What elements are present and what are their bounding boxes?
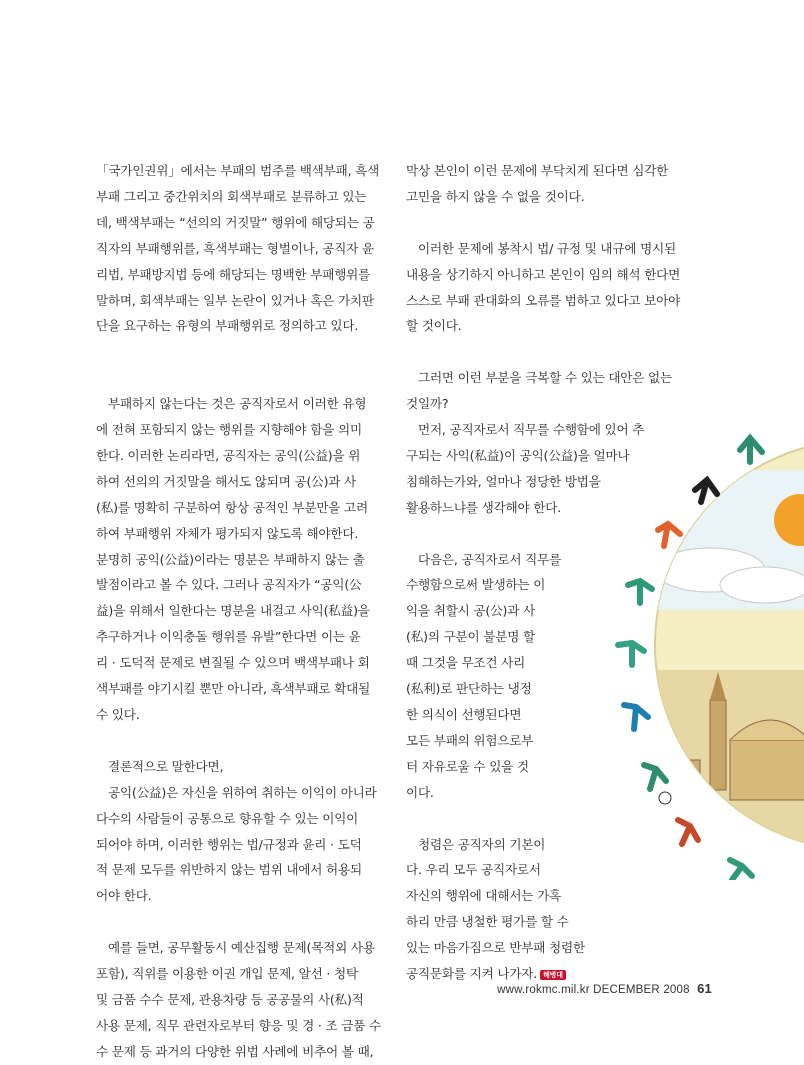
text-line: 결론적으로 말한다면, xyxy=(108,758,224,774)
text-line: 이다. xyxy=(406,784,434,800)
person-figure xyxy=(678,820,698,844)
text-line: 침해하는가와, 얼마나 정당한 방법을 xyxy=(406,473,601,489)
text-line: 되어야 하며, 이러한 행위는 법/규정과 윤리 · 도덕 xyxy=(96,836,362,852)
left-para-3 xyxy=(96,754,386,909)
person-figure xyxy=(658,524,680,546)
text-line: 에 전혀 포함되지 않는 행위를 지향해야 함을 의미 xyxy=(96,422,362,438)
text-line: 스스로 부패 관대화의 오류를 범하고 있다고 보아야 xyxy=(406,292,681,308)
text-line: 발점이라고 볼 수 있다. 그러나 공직자가 “공익(公 xyxy=(96,577,362,593)
left-para-1 xyxy=(96,158,386,339)
text-line: (私)의 구분이 불분명 할 xyxy=(406,629,535,645)
text-line: 하여 선의의 거짓말을 해서도 않되며 공(公)과 사 xyxy=(96,473,357,489)
left-column xyxy=(96,158,386,1065)
text-line: 하여 부패행위 자체가 평가되지 않도록 해야한다. xyxy=(96,525,359,541)
left-para-4 xyxy=(96,935,386,1065)
text-line: 색부패를 야기시킬 뿐만 아니라, 흑색부패로 확대될 xyxy=(96,681,371,697)
text-line: 한 의식이 선행된다면 xyxy=(406,706,522,722)
text-line: 공익(公益)은 자신을 위하여 취하는 이익이 아니라 xyxy=(108,784,377,800)
globe-illustration xyxy=(600,410,804,880)
text-line: 적 문제 모두를 위반하지 않는 범위 내에서 허용되 xyxy=(96,862,362,878)
text-line: 「국가인권위」에서는 부패의 범주를 백색부패, 흑색 xyxy=(96,163,380,178)
text-line: 것일까? xyxy=(406,396,449,412)
text-line: 다수의 사람들이 공통으로 향유할 수 있는 이익이 xyxy=(96,810,359,826)
text-line: 그러면 이런 부분을 극복할 수 있는 대안은 없는 xyxy=(418,370,672,386)
text-line: 있는 마음가짐으로 반부패 청렴한 xyxy=(406,940,585,956)
text-line: 益)을 위해서 일한다는 명분을 내걸고 사익(私益)을 xyxy=(96,603,370,619)
text-line: 자신의 행위에 대해서는 가혹 xyxy=(406,888,561,904)
person-figure xyxy=(644,765,666,789)
building-shape xyxy=(730,740,804,800)
ball-icon xyxy=(659,792,671,804)
text-line: 예를 들면, 공무활동시 예산집행 문제(목적외 사용 xyxy=(108,940,375,956)
text-line: 리법, 부패방지법 등에 해당되는 명백한 부패행위를 xyxy=(96,266,371,282)
text-line: 다음은, 공직자로서 직무를 xyxy=(418,551,562,567)
text-line: 어야 한다. xyxy=(96,888,152,904)
text-line: 막상 본인이 이런 문제에 부닥치게 된다면 심각한 xyxy=(406,163,669,178)
text-line: 할 것이다. xyxy=(406,318,462,334)
text-line: 구되는 사익(私益)이 공익(公益)을 얼마나 xyxy=(406,447,630,463)
text-line: 청렴은 공직자의 기본이 xyxy=(418,836,546,852)
left-para-2 xyxy=(96,391,386,728)
text-line: 리 · 도덕적 문제로 변질될 수 있으며 백색부패나 회 xyxy=(96,655,370,671)
text-line: 한다. 이러한 논리라면, 공직자는 공익(公益)을 위 xyxy=(96,447,361,463)
text-line: 분명히 공익(公益)이라는 명분은 부패하지 않는 출 xyxy=(96,551,365,567)
closing-line: 공직문화를 지켜 나가자. xyxy=(406,966,538,982)
right-para-1 xyxy=(406,158,696,210)
text-line: 포함), 직위를 이용한 이권 개입 문제, 알선 · 청탁 xyxy=(96,966,358,982)
text-line: 활용하느냐를 생각해야 한다. xyxy=(406,499,561,515)
text-line: 추구하거나 이익충돌 행위를 유발”한다면 이는 윤 xyxy=(96,629,361,645)
right-para-2 xyxy=(406,236,696,340)
page-footer xyxy=(497,981,712,996)
text-line: (私利)로 판단하는 냉정 xyxy=(406,681,532,697)
person-figure xyxy=(624,705,648,729)
text-line: (私)를 명확히 구분하여 항상 공적인 부분만을 고려 xyxy=(96,499,368,515)
text-line: 먼저, 공직자로서 직무를 수행함에 있어 추 xyxy=(418,422,645,438)
text-line: 데, 백색부패는 “선의의 거짓말” 행위에 해당되는 공 xyxy=(96,214,375,230)
text-line: 직자의 부패행위를, 흑색부패는 형벌이나, 공직자 윤 xyxy=(96,240,374,256)
text-line: 부패 그리고 중간위치의 회색부패로 분류하고 있는 xyxy=(96,188,367,204)
text-line: 수 있다. xyxy=(96,707,140,722)
text-line: 및 금품 수수 문제, 관용차량 등 공공물의 사(私)적 xyxy=(96,991,364,1007)
text-line: 익을 취할시 공(公)과 사 xyxy=(406,603,535,619)
person-figure xyxy=(618,643,644,665)
person-figure xyxy=(695,480,717,502)
cloud-shape xyxy=(720,567,804,603)
person-figure xyxy=(628,581,652,603)
person-figure xyxy=(740,438,762,462)
text-line: 단을 요구하는 유형의 부패행위로 정의하고 있다. xyxy=(96,318,359,334)
text-line: 수행함으로써 발생하는 이 xyxy=(406,577,546,593)
text-line: 사용 문제, 직무 관련자로부터 향응 및 경 · 조 금품 수 xyxy=(96,1017,381,1033)
text-line: 수 문제 등 과거의 다양한 위법 사례에 비추어 볼 때, xyxy=(96,1043,374,1059)
footer-issue: DECEMBER 2008 xyxy=(593,984,690,996)
footer-url: www.rokmc.mil.kr xyxy=(497,984,590,996)
text-line: 때 그것을 무조건 사리 xyxy=(406,655,526,671)
text-line: 부패하지 않는다는 것은 공직자로서 이러한 유형 xyxy=(108,396,367,412)
tower-shape xyxy=(710,700,726,790)
text-line: 다. 우리 모두 공직자로서 xyxy=(406,862,541,878)
text-line: 말하며, 회색부패는 일부 논란이 있거나 혹은 가치판 xyxy=(96,292,374,308)
text-line: 모든 부패의 위험으로부 xyxy=(406,732,534,748)
person-figure xyxy=(730,860,752,880)
page-number: 61 xyxy=(697,981,712,996)
text-line: 내용을 상기하지 아니하고 본인이 임의 해석 한다면 xyxy=(406,266,681,282)
text-line: 이러한 문제에 봉착시 법/ 규정 및 내규에 명시된 xyxy=(418,240,677,256)
marine-corps-end-mark: 해병대 xyxy=(540,970,566,980)
text-line: 고민을 하지 않을 수 없을 것이다. xyxy=(406,188,585,204)
text-line: 터 자유로울 수 있을 것 xyxy=(406,758,529,774)
text-line: 하리 만큼 냉철한 평가를 할 수 xyxy=(406,914,569,930)
